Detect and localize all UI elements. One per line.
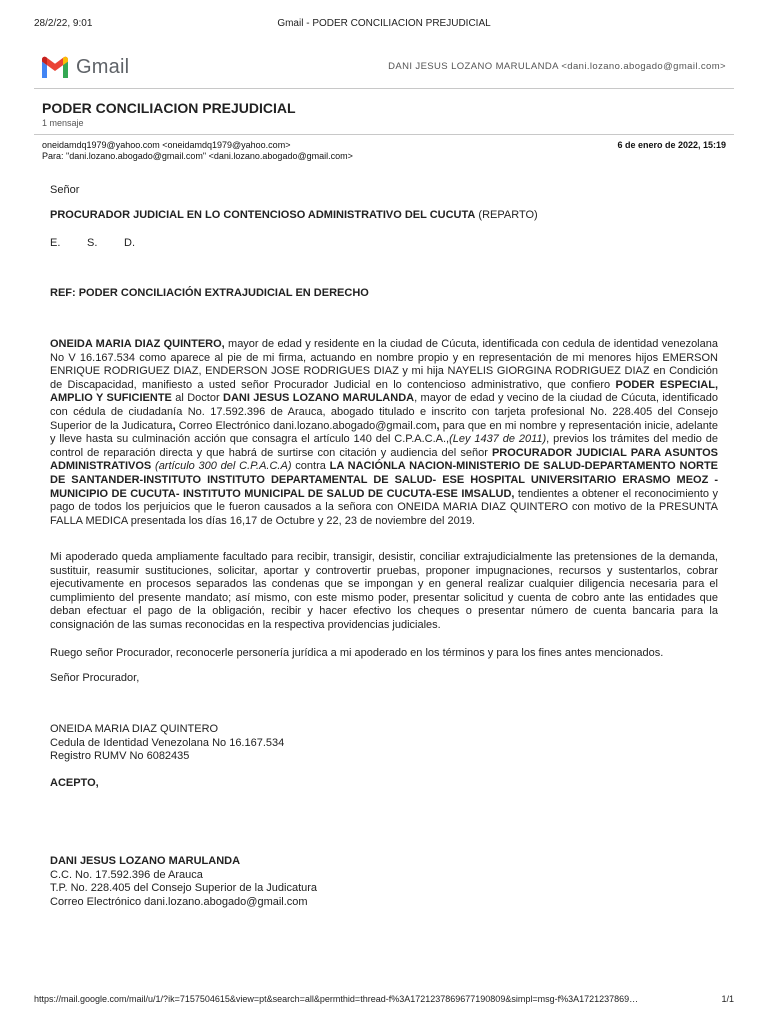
gmail-logo [40,54,129,80]
paragraph-1-segment: contra [291,460,330,473]
paragraph-1-segment: (Ley 1437 de 2011) [449,433,547,446]
paragraph-1-segment: DANI JESUS LOZANO MARULANDA [223,392,415,405]
lawyer-email: Correo Electrónico dani.lozano.abogado@gmail.com [50,895,308,908]
paragraph-1-segment: , [436,419,440,432]
esd-s: S. [87,237,98,249]
lawyer-block [50,855,718,909]
paragraph-1-segment: ONEIDA MARIA DIAZ QUINTERO, [50,338,225,350]
gmail-m-icon [40,56,70,79]
lawyer-tp: T.P. No. 228.405 del Consejo Superior de la Judicatura [50,882,318,895]
letter-paragraph-3: Ruego señor Procurador, reconocerle personería jurídica a mi apoderado en los términos y para los fines antes mencionados. [50,647,664,659]
paragraph-1-segment: (artículo 300 del C.P.A.C.A) [155,460,292,473]
paragraph-1-segment: , mayor de edad y vecino de la ciudad de Cúcuta, identificado con cédula de ciudadanía No. 17.592.396 de Arauca, abogado titulado e inscrito con tarjeta profesional No. 228.405 del Consejo Superior de la Judicatura [50,392,718,432]
letter-closing: Señor Procurador, [50,672,140,684]
letter-ref: REF: PODER CONCILIACIÓN EXTRAJUDICIAL EN DERECHO [50,287,369,299]
letter-salutation: Señor [50,184,80,196]
paragraph-1-segment: , [172,419,176,432]
print-url: https://mail.google.com/mail/u/1/?ik=7157504615&view=pt&search=all&permthid=thread-f%3A1721237869677190809&simpl=msg-f%3A1721237869… [34,994,639,1004]
esd-d: D. [124,237,135,249]
paragraph-1-segment: , previos los trámites del medio de control de reparación directa y que habrá de surtirse con citación y audiencia del señor [50,433,718,459]
lawyer-name: DANI JESUS LOZANO MARULANDA [50,855,241,867]
thread-subject: PODER CONCILIACION PREJUDICIAL [42,100,296,116]
paragraph-1-segment: al Doctor [171,392,224,405]
gmail-wordmark: Gmail [76,55,130,78]
paragraph-1-segment: PROCURADOR JUDICIAL PARA ASUNTOS ADMINISTRATIVOS [50,446,718,473]
signer-name: ONEIDA MARIA DIAZ QUINTERO [50,723,219,735]
header-divider [34,88,734,89]
signer-id: Cedula de Identidad Venezolana No 16.167.534 [50,736,285,749]
print-header [34,18,734,32]
esd-e: E. [50,237,61,249]
letter-paragraph-2: Mi apoderado queda ampliamente facultado para recibir, transigir, desistir, conciliar extrajudicialmente las pretensiones de la demanda, sustituir, reasumir sustituciones, solicitar, aportar y controvertir pruebas, proponer impugnaciones, recursos y sustentarlos, cobrar ejecutivamente en procesos separados las condenas que se impongan y en general realizar cualquier diligencia necesaria para el cumplimiento del presente mandato; así mismo, con este mismo poder, presentar solicitud y cuenta de cobro ante las entidades que deban efectuar el pago de la obligación, recibir y hacer efectivo los cheques o presentar número de cuenta bancaria para la consignación de las sumas reconocidas en la respectiva providencias judiciales. [50,551,718,631]
message-date: 6 de enero de 2022, 15:19 [617,140,726,150]
print-title: Gmail - PODER CONCILIACION PREJUDICIAL [277,18,491,29]
signer-block [50,723,718,764]
print-date: 28/2/22, 9:01 [34,18,93,29]
recipient-name: PROCURADOR JUDICIAL EN LO CONTENCIOSO ADMINISTRATIVO DEL CUCUTA [50,209,476,221]
paragraph-1-segment: PODER ESPECIAL, AMPLIO Y SUFICIENTE [50,378,719,405]
paragraph-1-segment: tendientes a obtener el reconocimiento y pago de todos los perjuicios que le fueron causados a la señora con ONEIDA MARIA DIAZ QUINTERO con motivo de la PRESUNTA FALLA MEDICA presentada los días 16,17 de Octubre y 22, 23 de noviembre del 2019. [50,487,718,527]
lawyer-cc: C.C. No. 17.592.396 de Arauca [50,868,203,881]
message-from: oneidamdq1979@yahoo.com <oneidamdq1979@yahoo.com> [42,140,291,150]
message-to: Para: "dani.lozano.abogado@gmail.com" <dani.lozano.abogado@gmail.com> [42,151,353,161]
acepto-label: ACEPTO, [50,777,99,789]
message-count: 1 mensaje [42,118,84,128]
paragraph-1-segment: Correo Electrónico dani.lozano.abogado@gmail.com [175,419,437,432]
paragraph-1-segment: para que en mi nombre y representación inicie, adelante y lleve hasta su culminación acción que consagra el artículo 140 del C.P.A.C.A., [50,419,718,446]
subject-divider [34,134,734,135]
paragraph-1-segment: LA NACIÓNLA NACION-MINISTERIO DE SALUD-DEPARTAMENTO NORTE DE SANTANDER-INSTITUTO INSTITUTO DEPARTAMENTAL DE SALUD- ESE HOSPITAL UNIVERSITARIO ERASMO MEOZ - MUNICIPIO DE CUCUTA- INSTITUTO MUNICIPAL DE SALUD DE CUCUTA-ESE IMSALUD, [50,460,718,500]
account-info: DANI JESUS LOZANO MARULANDA <dani.lozano.abogado@gmail.com> [388,61,726,72]
page-number: 1/1 [721,994,734,1004]
recipient-tail: (REPARTO) [475,209,538,221]
signer-registry: Registro RUMV No 6082435 [50,750,190,763]
paragraph-1-segment: mayor de edad y residente en la ciudad de Cúcuta, identificada con cedula de identidad venezolana No V 16.167.534 como aparece al pie de mi firma, actuando en nombre propio y en representación de mi menores hijos EMERSON ENRIQUE RODRIGUEZ DIAZ, ENDERSON JOSE RODRIGUES DIAZ y mi hija NAYELIS GIORGINA RODRIGUEZ DIAZ en Condición de Discapacidad, manifiesto a usted señor Procurador Judicial en lo contencioso administrativo, que confiero [50,338,718,391]
letter-paragraph-1 [50,338,718,528]
letter-recipient [50,209,718,223]
